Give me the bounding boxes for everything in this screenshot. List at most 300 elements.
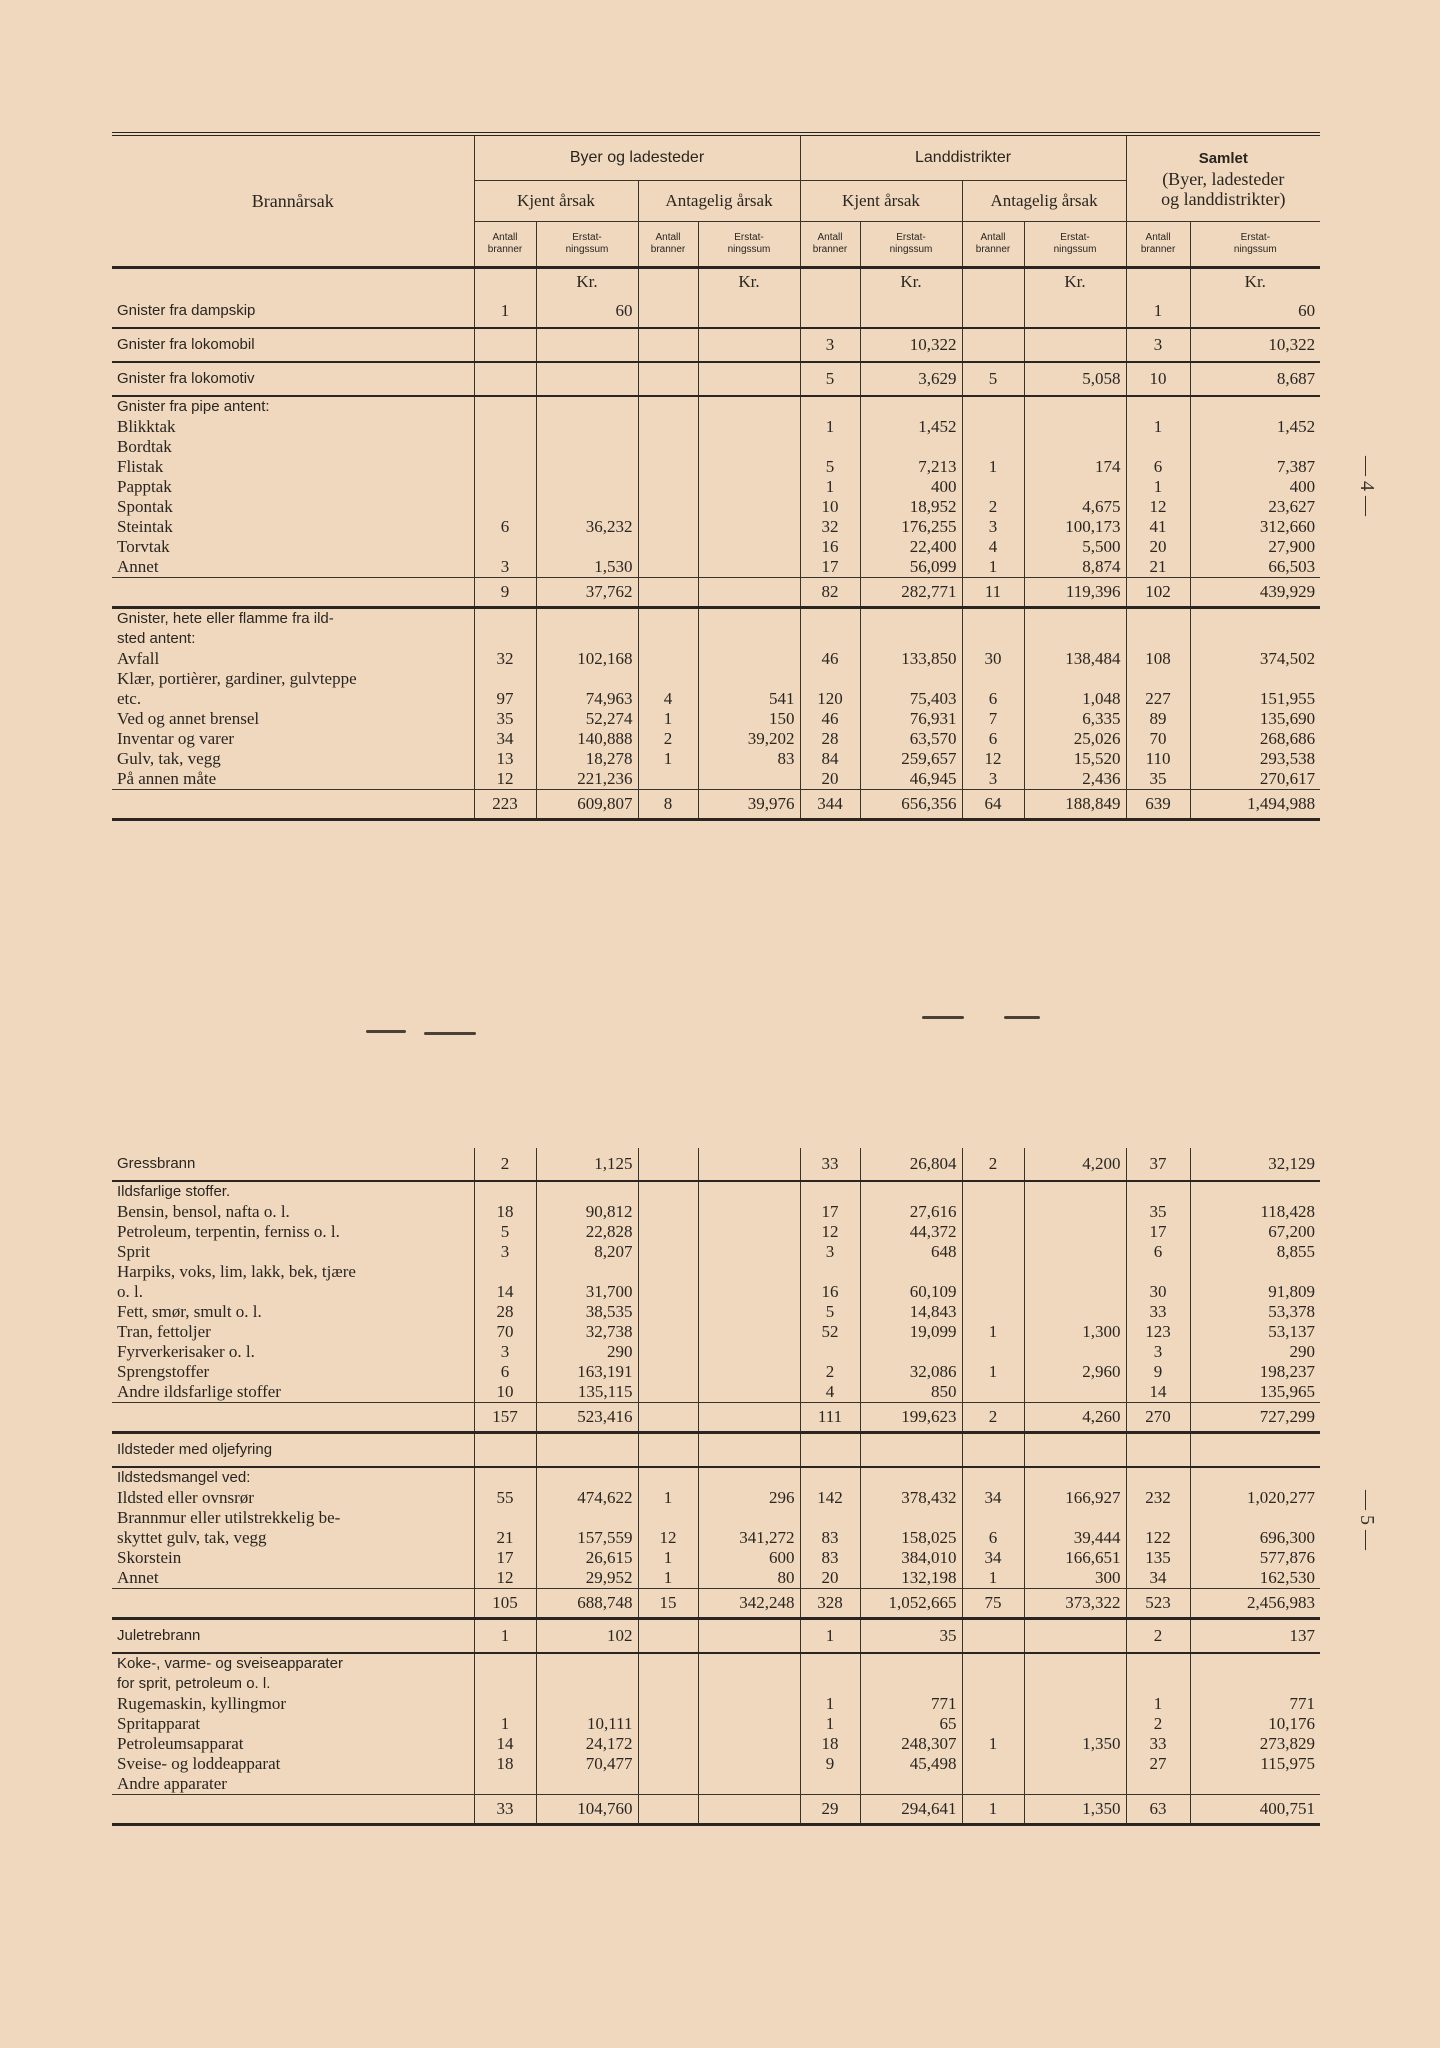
- count-cell: [962, 1262, 1024, 1282]
- header-land-kjent: Kjent årsak: [800, 181, 962, 222]
- row-label: Koke-, varme- og sveiseapparater: [112, 1653, 474, 1674]
- amount-cell: 27,616: [860, 1202, 962, 1222]
- amount-cell: [536, 537, 638, 557]
- count-cell: 6: [474, 517, 536, 537]
- count-cell: [962, 1382, 1024, 1403]
- count-cell: 1: [962, 1734, 1024, 1754]
- amount-cell: 282,771: [860, 578, 962, 608]
- amount-cell: [698, 437, 800, 457]
- count-cell: [474, 417, 536, 437]
- table-row: [112, 517, 1320, 537]
- amount-cell: 1,125: [536, 1148, 638, 1181]
- header-erstat: [1024, 222, 1126, 268]
- count-cell: [800, 1774, 860, 1795]
- amount-cell: 38,535: [536, 1302, 638, 1322]
- header-erstat-line2: ningssum: [1233, 244, 1277, 255]
- header-erstat-line1: Erstat-: [1060, 232, 1090, 243]
- count-cell: [474, 1674, 536, 1694]
- count-cell: [1126, 1467, 1190, 1488]
- kr-blank: [1126, 268, 1190, 296]
- row-label: Inventar og varer: [117, 729, 235, 748]
- count-cell: [800, 629, 860, 649]
- amount-cell: [1024, 1262, 1126, 1282]
- amount-cell: [698, 295, 800, 328]
- amount-cell: 115,975: [1190, 1754, 1320, 1774]
- row-label: Avfall: [117, 649, 160, 668]
- count-cell: [962, 1342, 1024, 1362]
- count-cell: [638, 769, 698, 790]
- count-cell: 16: [800, 537, 860, 557]
- table-row: [112, 437, 1320, 457]
- count-cell: 4: [962, 537, 1024, 557]
- count-cell: 344: [800, 790, 860, 820]
- count-cell: 2: [962, 1403, 1024, 1433]
- amount-cell: 18,952: [860, 497, 962, 517]
- amount-cell: 176,255: [860, 517, 962, 537]
- table-row: [112, 1322, 1320, 1342]
- amount-cell: [698, 328, 800, 362]
- amount-cell: [1024, 1382, 1126, 1403]
- count-cell: [1126, 1433, 1190, 1468]
- amount-cell: [698, 537, 800, 557]
- count-cell: [800, 437, 860, 457]
- count-cell: 2: [962, 1148, 1024, 1181]
- table-row: [112, 1619, 1320, 1654]
- table-row: [112, 1382, 1320, 1403]
- row-label: Gressbrann: [117, 1155, 196, 1172]
- count-cell: [638, 1282, 698, 1302]
- count-cell: [638, 1222, 698, 1242]
- count-cell: [962, 1714, 1024, 1734]
- row-label: Tran, fettoljer: [117, 1322, 211, 1341]
- amount-cell: [1024, 1754, 1126, 1774]
- count-cell: 20: [800, 1568, 860, 1589]
- count-cell: [638, 396, 698, 417]
- header-antall: [638, 222, 698, 268]
- amount-cell: 137: [1190, 1619, 1320, 1654]
- count-cell: 3: [474, 557, 536, 578]
- amount-cell: [536, 1694, 638, 1714]
- header-antall-line1: Antall: [817, 232, 843, 243]
- count-cell: 41: [1126, 517, 1190, 537]
- amount-cell: 66,503: [1190, 557, 1320, 578]
- count-cell: [1126, 1653, 1190, 1674]
- count-cell: [638, 1202, 698, 1222]
- amount-cell: [1190, 1262, 1320, 1282]
- amount-cell: 35: [860, 1619, 962, 1654]
- amount-cell: 771: [1190, 1694, 1320, 1714]
- amount-cell: 3,629: [860, 362, 962, 396]
- count-cell: [638, 1382, 698, 1403]
- count-cell: 2: [800, 1362, 860, 1382]
- amount-cell: 474,622: [536, 1488, 638, 1508]
- row-label: Petroleum, terpentin, ferniss o. l.: [117, 1222, 340, 1241]
- count-cell: [638, 437, 698, 457]
- header-erstat-line1: Erstat-: [896, 232, 926, 243]
- count-cell: [1126, 1508, 1190, 1528]
- table-row: [112, 1262, 1320, 1282]
- amount-cell: [1024, 669, 1126, 689]
- count-cell: 5: [800, 362, 860, 396]
- count-cell: 1: [474, 295, 536, 328]
- amount-cell: 27,900: [1190, 537, 1320, 557]
- table-row: [112, 729, 1320, 749]
- amount-cell: [860, 1262, 962, 1282]
- amount-cell: [698, 477, 800, 497]
- amount-cell: [1024, 1181, 1126, 1202]
- count-cell: 12: [474, 1568, 536, 1589]
- row-label: Gnister fra pipe antent:: [112, 396, 474, 417]
- count-cell: 223: [474, 790, 536, 820]
- amount-cell: [698, 1222, 800, 1242]
- amount-cell: [536, 629, 638, 649]
- amount-cell: 7,387: [1190, 457, 1320, 477]
- row-label: Annet: [117, 1568, 159, 1587]
- row-label: Gnister fra dampskip: [117, 302, 256, 319]
- count-cell: 120: [800, 689, 860, 709]
- count-cell: 227: [1126, 689, 1190, 709]
- sum-label: [112, 1795, 474, 1825]
- header-erstat-line1: Erstat-: [572, 232, 602, 243]
- amount-cell: 75,403: [860, 689, 962, 709]
- amount-cell: 1,452: [860, 417, 962, 437]
- count-cell: 46: [800, 649, 860, 669]
- count-cell: [474, 1774, 536, 1795]
- amount-cell: [698, 669, 800, 689]
- amount-cell: 268,686: [1190, 729, 1320, 749]
- amount-cell: 439,929: [1190, 578, 1320, 608]
- count-cell: 111: [800, 1403, 860, 1433]
- kr-unit: Kr.: [860, 268, 962, 296]
- count-cell: [638, 649, 698, 669]
- amount-cell: [536, 1508, 638, 1528]
- amount-cell: [1024, 295, 1126, 328]
- row-label: etc.: [117, 689, 142, 708]
- count-cell: [800, 1342, 860, 1362]
- sum-row: [112, 1403, 1320, 1433]
- count-cell: 89: [1126, 709, 1190, 729]
- amount-cell: 1,452: [1190, 417, 1320, 437]
- amount-cell: [1024, 1774, 1126, 1795]
- amount-cell: 90,812: [536, 1202, 638, 1222]
- count-cell: [800, 1508, 860, 1528]
- sum-row: [112, 1795, 1320, 1825]
- table-row: [112, 1548, 1320, 1568]
- amount-cell: [860, 669, 962, 689]
- count-cell: [638, 629, 698, 649]
- row-label: Andre apparater: [117, 1774, 227, 1793]
- table-row: [112, 669, 1320, 689]
- table-row: [112, 1433, 1320, 1468]
- stray-mark: [366, 1030, 406, 1033]
- count-cell: 14: [1126, 1382, 1190, 1403]
- amount-cell: [698, 1674, 800, 1694]
- amount-cell: 138,484: [1024, 649, 1126, 669]
- row-label: På annen måte: [117, 769, 217, 788]
- count-cell: 1: [962, 1362, 1024, 1382]
- amount-cell: [860, 1467, 962, 1488]
- count-cell: 70: [474, 1322, 536, 1342]
- amount-cell: [860, 1433, 962, 1468]
- table-row: [112, 1242, 1320, 1262]
- amount-cell: 46,945: [860, 769, 962, 790]
- amount-cell: 1,048: [1024, 689, 1126, 709]
- amount-cell: 133,850: [860, 649, 962, 669]
- count-cell: 108: [1126, 649, 1190, 669]
- count-cell: 28: [800, 729, 860, 749]
- count-cell: [962, 1242, 1024, 1262]
- count-cell: 3: [1126, 328, 1190, 362]
- count-cell: 28: [474, 1302, 536, 1322]
- amount-cell: 296: [698, 1488, 800, 1508]
- count-cell: [638, 608, 698, 630]
- count-cell: 270: [1126, 1403, 1190, 1433]
- count-cell: 7: [962, 709, 1024, 729]
- amount-cell: 151,955: [1190, 689, 1320, 709]
- page-number-4: — 4 —: [1356, 456, 1378, 516]
- amount-cell: 32,086: [860, 1362, 962, 1382]
- amount-cell: 293,538: [1190, 749, 1320, 769]
- header-antall: [1126, 222, 1190, 268]
- amount-cell: 102: [536, 1619, 638, 1654]
- amount-cell: [536, 437, 638, 457]
- amount-cell: [536, 328, 638, 362]
- count-cell: 135: [1126, 1548, 1190, 1568]
- count-cell: [962, 437, 1024, 457]
- amount-cell: 80: [698, 1568, 800, 1589]
- count-cell: 142: [800, 1488, 860, 1508]
- count-cell: 328: [800, 1589, 860, 1619]
- amount-cell: 188,849: [1024, 790, 1126, 820]
- count-cell: 2: [1126, 1714, 1190, 1734]
- amount-cell: 373,322: [1024, 1589, 1126, 1619]
- count-cell: 13: [474, 749, 536, 769]
- amount-cell: 26,804: [860, 1148, 962, 1181]
- count-cell: [474, 629, 536, 649]
- count-cell: 110: [1126, 749, 1190, 769]
- amount-cell: 656,356: [860, 790, 962, 820]
- amount-cell: [698, 649, 800, 669]
- table-row: [112, 1181, 1320, 1202]
- header-erstat: [1190, 222, 1320, 268]
- amount-cell: 26,615: [536, 1548, 638, 1568]
- count-cell: [638, 1467, 698, 1488]
- amount-cell: 83: [698, 749, 800, 769]
- amount-cell: 52,274: [536, 709, 638, 729]
- table-row: [112, 1467, 1320, 1488]
- count-cell: [474, 497, 536, 517]
- amount-cell: 541: [698, 689, 800, 709]
- count-cell: 37: [1126, 1148, 1190, 1181]
- row-label: Annet: [117, 557, 159, 576]
- count-cell: [800, 1674, 860, 1694]
- table-row: [112, 1694, 1320, 1714]
- table-row: [112, 769, 1320, 790]
- header-antall-line1: Antall: [980, 232, 1006, 243]
- count-cell: 52: [800, 1322, 860, 1342]
- count-cell: 32: [800, 517, 860, 537]
- amount-cell: [536, 1674, 638, 1694]
- amount-cell: 5,500: [1024, 537, 1126, 557]
- count-cell: 2: [1126, 1619, 1190, 1654]
- table-page-5: [112, 1148, 1320, 1826]
- amount-cell: 39,976: [698, 790, 800, 820]
- table-row: [112, 1674, 1320, 1694]
- count-cell: [638, 1433, 698, 1468]
- count-cell: [962, 1222, 1024, 1242]
- count-cell: [1126, 629, 1190, 649]
- amount-cell: [698, 578, 800, 608]
- amount-cell: [1024, 1653, 1126, 1674]
- header-erstat-line2: ningssum: [1053, 244, 1097, 255]
- amount-cell: 100,173: [1024, 517, 1126, 537]
- count-cell: 55: [474, 1488, 536, 1508]
- amount-cell: [698, 1242, 800, 1262]
- table-row: [112, 1653, 1320, 1674]
- count-cell: 21: [474, 1528, 536, 1548]
- amount-cell: 2,960: [1024, 1362, 1126, 1382]
- kr-blank: [800, 268, 860, 296]
- header-samlet-sub1: (Byer, ladesteder: [1162, 168, 1285, 189]
- sum-row: [112, 578, 1320, 608]
- count-cell: [474, 1181, 536, 1202]
- count-cell: [962, 417, 1024, 437]
- count-cell: 3: [962, 517, 1024, 537]
- count-cell: 75: [962, 1589, 1024, 1619]
- count-cell: [638, 1674, 698, 1694]
- amount-cell: 150: [698, 709, 800, 729]
- kr-unit: Kr.: [536, 268, 638, 296]
- count-cell: [638, 1795, 698, 1825]
- row-label: Blikktak: [117, 417, 176, 436]
- amount-cell: 118,428: [1190, 1202, 1320, 1222]
- amount-cell: [860, 1181, 962, 1202]
- amount-cell: [1024, 437, 1126, 457]
- amount-cell: 198,237: [1190, 1362, 1320, 1382]
- row-label: Torvtak: [117, 537, 170, 556]
- count-cell: 1: [1126, 477, 1190, 497]
- amount-cell: 2,456,983: [1190, 1589, 1320, 1619]
- count-cell: 14: [474, 1734, 536, 1754]
- amount-cell: 174: [1024, 457, 1126, 477]
- count-cell: [638, 578, 698, 608]
- amount-cell: 67,200: [1190, 1222, 1320, 1242]
- amount-cell: 44,372: [860, 1222, 962, 1242]
- table-row: [112, 1754, 1320, 1774]
- count-cell: 1: [800, 477, 860, 497]
- amount-cell: [698, 1262, 800, 1282]
- header-antall: [962, 222, 1024, 268]
- row-label: Klær, portièrer, gardiner, gulvteppe: [117, 669, 357, 688]
- count-cell: [638, 1403, 698, 1433]
- count-cell: 30: [962, 649, 1024, 669]
- count-cell: [474, 1467, 536, 1488]
- amount-cell: 63,570: [860, 729, 962, 749]
- row-label: Bordtak: [117, 437, 172, 456]
- count-cell: [474, 437, 536, 457]
- amount-cell: 771: [860, 1694, 962, 1714]
- row-label: Ildstedsmangel ved:: [112, 1467, 474, 1488]
- count-cell: [638, 1774, 698, 1795]
- amount-cell: 53,137: [1190, 1322, 1320, 1342]
- count-cell: [638, 1322, 698, 1342]
- count-cell: 33: [1126, 1302, 1190, 1322]
- table-row: [112, 1528, 1320, 1548]
- count-cell: 12: [474, 769, 536, 790]
- count-cell: [1126, 1181, 1190, 1202]
- amount-cell: 199,623: [860, 1403, 962, 1433]
- count-cell: [638, 1694, 698, 1714]
- count-cell: [962, 477, 1024, 497]
- count-cell: [474, 457, 536, 477]
- amount-cell: [536, 396, 638, 417]
- count-cell: 15: [638, 1589, 698, 1619]
- page-number-5: — 5 —: [1356, 1490, 1378, 1550]
- row-label: Steintak: [117, 517, 173, 536]
- count-cell: [474, 362, 536, 396]
- stray-mark: [1004, 1016, 1040, 1019]
- sum-row: [112, 1589, 1320, 1619]
- amount-cell: [536, 497, 638, 517]
- stray-mark: [424, 1032, 476, 1035]
- count-cell: [638, 557, 698, 578]
- count-cell: [962, 1302, 1024, 1322]
- amount-cell: 8,687: [1190, 362, 1320, 396]
- count-cell: 14: [474, 1282, 536, 1302]
- amount-cell: 60: [1190, 295, 1320, 328]
- amount-cell: [860, 1674, 962, 1694]
- amount-cell: 119,396: [1024, 578, 1126, 608]
- count-cell: 34: [1126, 1568, 1190, 1589]
- amount-cell: 74,963: [536, 689, 638, 709]
- amount-cell: [536, 417, 638, 437]
- amount-cell: 166,927: [1024, 1488, 1126, 1508]
- table-row: [112, 689, 1320, 709]
- count-cell: [962, 1674, 1024, 1694]
- count-cell: 1: [638, 709, 698, 729]
- amount-cell: [1190, 1467, 1320, 1488]
- count-cell: 1: [800, 1694, 860, 1714]
- count-cell: [800, 1262, 860, 1282]
- count-cell: 33: [1126, 1734, 1190, 1754]
- count-cell: [962, 295, 1024, 328]
- amount-cell: 14,843: [860, 1302, 962, 1322]
- count-cell: [962, 1774, 1024, 1795]
- count-cell: 35: [474, 709, 536, 729]
- table-page-4: [112, 132, 1320, 821]
- table-row: [112, 629, 1320, 649]
- table-row: [112, 649, 1320, 669]
- header-erstat: [536, 222, 638, 268]
- count-cell: 123: [1126, 1322, 1190, 1342]
- header-antall: [800, 222, 860, 268]
- amount-cell: 1,350: [1024, 1734, 1126, 1754]
- amount-cell: 5,058: [1024, 362, 1126, 396]
- count-cell: 35: [1126, 1202, 1190, 1222]
- count-cell: [474, 1508, 536, 1528]
- count-cell: [638, 1181, 698, 1202]
- amount-cell: 32,129: [1190, 1148, 1320, 1181]
- amount-cell: 102,168: [536, 649, 638, 669]
- amount-cell: 60,109: [860, 1282, 962, 1302]
- count-cell: [638, 457, 698, 477]
- amount-cell: [1024, 629, 1126, 649]
- amount-cell: [698, 1181, 800, 1202]
- count-cell: [962, 396, 1024, 417]
- count-cell: [638, 328, 698, 362]
- count-cell: 6: [1126, 457, 1190, 477]
- amount-cell: [698, 1619, 800, 1654]
